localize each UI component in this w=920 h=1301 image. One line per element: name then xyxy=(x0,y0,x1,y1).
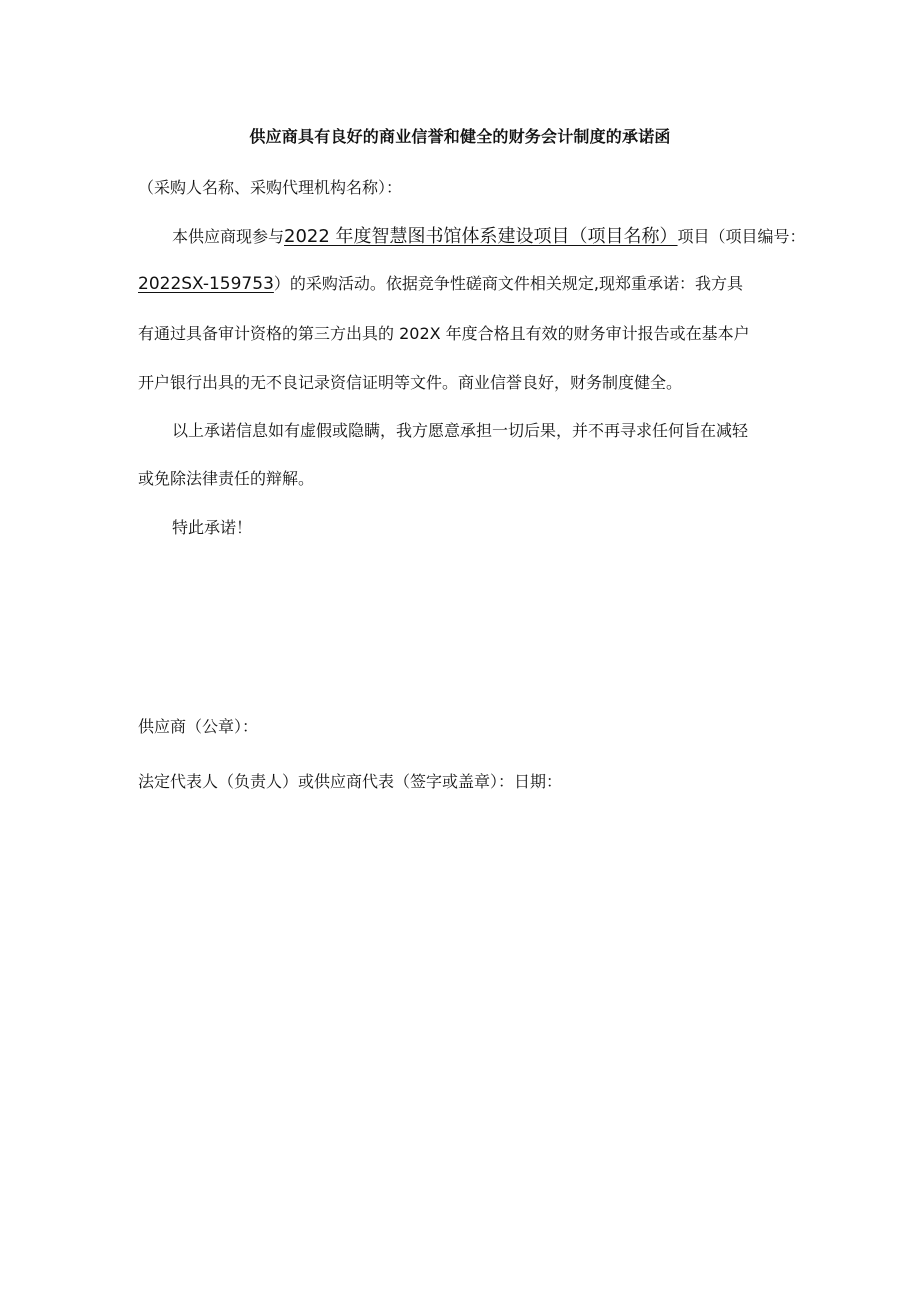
supplier-seal-line: 供应商（公章）： xyxy=(138,717,259,736)
document-title: 供应商具有良好的商业信誉和健全的财务会计制度的承诺函 xyxy=(249,127,671,146)
paragraph-1-line-1 xyxy=(172,222,806,248)
paragraph-2-line-1: 以上承诺信息如有虚假或隐瞒，我方愿意承担一切后果，并不再寻求任何旨在减轻 xyxy=(172,421,749,440)
para1-lead: 本供应商现参与 xyxy=(172,227,285,246)
para1-mid: 项目（项目编号： xyxy=(677,227,806,246)
paragraph-1-line-2 xyxy=(138,271,743,294)
paragraph-1-line-3: 有通过具备审计资格的第三方出具的 202X 年度合格且有效的财务审计报告或在基本户 xyxy=(138,324,750,343)
project-number: 2022SX-159753 xyxy=(138,274,274,294)
signature-date-line: 法定代表人（负责人）或供应商代表（签字或盖章）：日期： xyxy=(138,772,563,791)
para1-line2-rest: ）的采购活动。依据竞争性磋商文件相关规定,现郑重承诺：我方具 xyxy=(273,274,743,293)
paragraph-1-line-4: 开户银行出具的无不良记录资信证明等文件。商业信誉良好，财务制度健全。 xyxy=(138,373,683,392)
addressee-line: （采购人名称、采购代理机构名称）： xyxy=(138,178,403,197)
project-name: 2022 年度智慧图书馆体系建设项目（项目名称） xyxy=(284,226,678,247)
paragraph-2-line-2: 或免除法律责任的辩解。 xyxy=(138,469,315,488)
closing-line: 特此承诺！ xyxy=(172,518,253,537)
